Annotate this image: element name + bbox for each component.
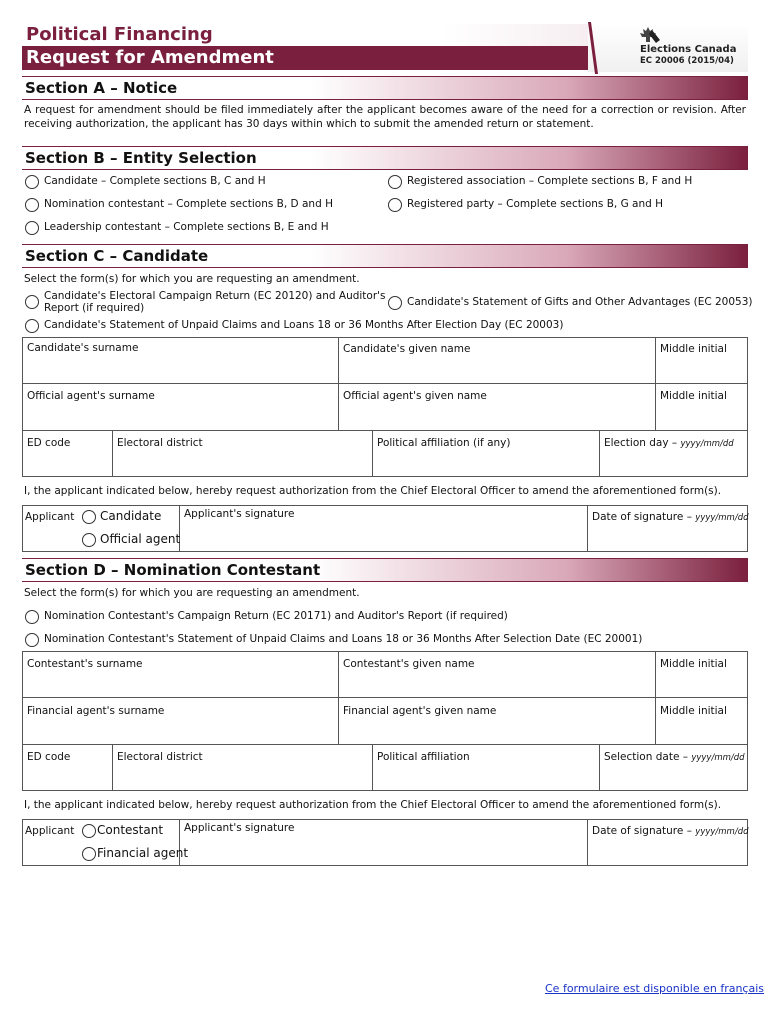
agency-name: Elections Canada xyxy=(640,44,737,55)
election-day-field[interactable] xyxy=(599,430,748,477)
candidate-given-name-label: Candidate's given name xyxy=(343,343,471,355)
official-agent-middle-initial-field[interactable] xyxy=(655,383,748,431)
contestant-given-name-label: Contestant's given name xyxy=(343,658,475,670)
contestant-given-name-field[interactable] xyxy=(338,651,656,698)
entity-party-label: Registered party – Complete sections B, G and H xyxy=(407,198,664,210)
maple-leaf-icon xyxy=(636,26,660,44)
d-signature-field[interactable] xyxy=(183,836,583,862)
c-applicant-agent-radio[interactable] xyxy=(82,533,96,547)
d-electoral-district-field[interactable] xyxy=(112,744,373,791)
candidate-surname-field[interactable] xyxy=(22,337,339,384)
d-applicant-label: Applicant xyxy=(25,825,75,837)
d-affiliation-field[interactable] xyxy=(372,744,600,791)
election-day-label-group xyxy=(604,437,734,449)
d-applicant-agent-label: Financial agent xyxy=(97,846,189,860)
official-agent-middle-initial-label: Middle initial xyxy=(660,390,727,402)
french-version-link[interactable]: Ce formulaire est disponible en français xyxy=(545,982,765,995)
entity-leadership-label: Leadership contestant – Complete sections B, E and H xyxy=(44,221,329,233)
logo-divider xyxy=(588,22,598,74)
d-ed-code-label: ED code xyxy=(27,751,71,763)
notice-text: A request for amendment should be filed immediately after the applicant becomes aware of the need for a correction or revision. After receiving authorization, the applicant has 30 days within which to submit the amended return or statement. xyxy=(24,104,746,130)
election-day-format: yyyy/mm/dd xyxy=(680,439,734,449)
form-title: Political Financing xyxy=(22,24,622,46)
section-d-instruction: Select the form(s) for which you are requesting an amendment. xyxy=(24,587,360,599)
c-form-claims-label: Candidate's Statement of Unpaid Claims and Loans 18 or 36 Months After Election Day (EC 20003) xyxy=(44,319,564,331)
d-electoral-district-label: Electoral district xyxy=(117,751,203,763)
financial-agent-given-name-field[interactable] xyxy=(338,697,656,745)
contestant-surname-field[interactable] xyxy=(22,651,339,698)
c-sig-date-format: yyyy/mm/dd xyxy=(695,513,749,523)
section-d-title: Section D – Nomination Contestant xyxy=(25,561,321,579)
contestant-surname-label: Contestant's surname xyxy=(27,658,143,670)
d-applicant-contestant-label: Contestant xyxy=(97,823,164,837)
entity-nomination-radio[interactable] xyxy=(25,198,39,212)
contestant-middle-initial-label: Middle initial xyxy=(660,658,727,670)
c-form-gifts-radio[interactable] xyxy=(388,296,402,310)
entity-association-radio[interactable] xyxy=(388,175,402,189)
d-sig-date-label-group xyxy=(592,825,749,837)
c-ed-code-field[interactable] xyxy=(22,430,113,477)
section-c-header xyxy=(22,244,748,268)
selection-date-format: yyyy/mm/dd xyxy=(691,753,745,763)
d-form-claims-radio[interactable] xyxy=(25,633,39,647)
c-affiliation-field[interactable] xyxy=(372,430,600,477)
d-affiliation-label: Political affiliation xyxy=(377,751,470,763)
selection-date-field[interactable] xyxy=(599,744,748,791)
section-d-declaration: I, the applicant indicated below, hereby request authorization from the Chief Electoral Officer to amend the aforementioned form(s). xyxy=(24,799,722,811)
section-d-header xyxy=(22,558,748,582)
entity-nomination-label: Nomination contestant – Complete sections B, D and H xyxy=(44,198,333,210)
financial-agent-given-name-label: Financial agent's given name xyxy=(343,705,497,717)
d-sig-date-format: yyyy/mm/dd xyxy=(695,827,749,837)
c-applicant-agent-label: Official agent xyxy=(100,532,181,546)
c-form-return-radio[interactable] xyxy=(25,295,39,309)
form-code: EC 20006 (2015/04) xyxy=(640,56,734,66)
d-signature-label: Applicant's signature xyxy=(184,822,295,834)
selection-date-label: Selection date – xyxy=(604,751,688,763)
d-applicant-contestant-radio[interactable] xyxy=(82,824,96,838)
entity-candidate-label: Candidate – Complete sections B, C and H xyxy=(44,175,266,187)
financial-agent-surname-label: Financial agent's surname xyxy=(27,705,165,717)
candidate-middle-initial-field[interactable] xyxy=(655,337,748,384)
c-form-return-label-1: Candidate's Electoral Campaign Return (EC 20120) and Auditor's xyxy=(44,290,386,302)
selection-date-label-group xyxy=(604,751,745,763)
d-sig-date-field[interactable] xyxy=(591,839,745,863)
entity-association-label: Registered association – Complete sections B, F and H xyxy=(407,175,693,187)
contestant-middle-initial-field[interactable] xyxy=(655,651,748,698)
d-sig-date-label: Date of signature – xyxy=(592,825,692,837)
c-applicant-divider-2 xyxy=(587,505,588,552)
c-affiliation-label: Political affiliation (if any) xyxy=(377,437,511,449)
c-form-return-label-2: Report (if required) xyxy=(44,302,145,314)
election-day-label: Election day – xyxy=(604,437,678,449)
official-agent-surname-field[interactable] xyxy=(22,383,339,431)
section-c-declaration: I, the applicant indicated below, hereby request authorization from the Chief Electoral Officer to amend the aforementioned form(s). xyxy=(24,485,722,497)
c-applicant-label: Applicant xyxy=(25,511,75,523)
c-applicant-candidate-label: Candidate xyxy=(100,509,162,523)
financial-agent-middle-initial-label: Middle initial xyxy=(660,705,727,717)
d-ed-code-field[interactable] xyxy=(22,744,113,791)
c-sig-date-label-group xyxy=(592,511,749,523)
c-electoral-district-field[interactable] xyxy=(112,430,373,477)
c-sig-date-label: Date of signature – xyxy=(592,511,692,523)
c-signature-label: Applicant's signature xyxy=(184,508,295,520)
section-b-header xyxy=(22,146,748,170)
d-applicant-divider-2 xyxy=(587,819,588,866)
section-c-title: Section C – Candidate xyxy=(25,247,209,265)
entity-leadership-radio[interactable] xyxy=(25,221,39,235)
d-form-claims-label: Nomination Contestant's Statement of Unpaid Claims and Loans 18 or 36 Months After Selection Date (EC 20001) xyxy=(44,633,643,645)
financial-agent-surname-field[interactable] xyxy=(22,697,339,745)
c-signature-field[interactable] xyxy=(183,522,583,548)
entity-party-radio[interactable] xyxy=(388,198,402,212)
d-form-return-label: Nomination Contestant's Campaign Return (EC 20171) and Auditor's Report (if required) xyxy=(44,610,508,622)
c-electoral-district-label: Electoral district xyxy=(117,437,203,449)
section-a-header xyxy=(22,76,748,100)
candidate-surname-label: Candidate's surname xyxy=(27,342,139,354)
official-agent-given-name-label: Official agent's given name xyxy=(343,390,487,402)
candidate-middle-initial-label: Middle initial xyxy=(660,343,727,355)
c-form-claims-radio[interactable] xyxy=(25,319,39,333)
financial-agent-middle-initial-field[interactable] xyxy=(655,697,748,745)
d-form-return-radio[interactable] xyxy=(25,610,39,624)
c-form-gifts-label: Candidate's Statement of Gifts and Other Advantages (EC 20053) xyxy=(407,296,753,308)
c-sig-date-field[interactable] xyxy=(591,525,745,549)
form-subtitle: Request for Amendment xyxy=(22,46,622,70)
c-ed-code-label: ED code xyxy=(27,437,71,449)
d-applicant-agent-radio[interactable] xyxy=(82,847,96,861)
section-a-title: Section A – Notice xyxy=(25,79,178,97)
candidate-given-name-field[interactable] xyxy=(338,337,656,384)
entity-candidate-radio[interactable] xyxy=(25,175,39,189)
official-agent-given-name-field[interactable] xyxy=(338,383,656,431)
official-agent-surname-label: Official agent's surname xyxy=(27,390,155,402)
section-b-title: Section B – Entity Selection xyxy=(25,149,257,167)
section-c-instruction: Select the form(s) for which you are requesting an amendment. xyxy=(24,273,360,285)
c-applicant-candidate-radio[interactable] xyxy=(82,510,96,524)
